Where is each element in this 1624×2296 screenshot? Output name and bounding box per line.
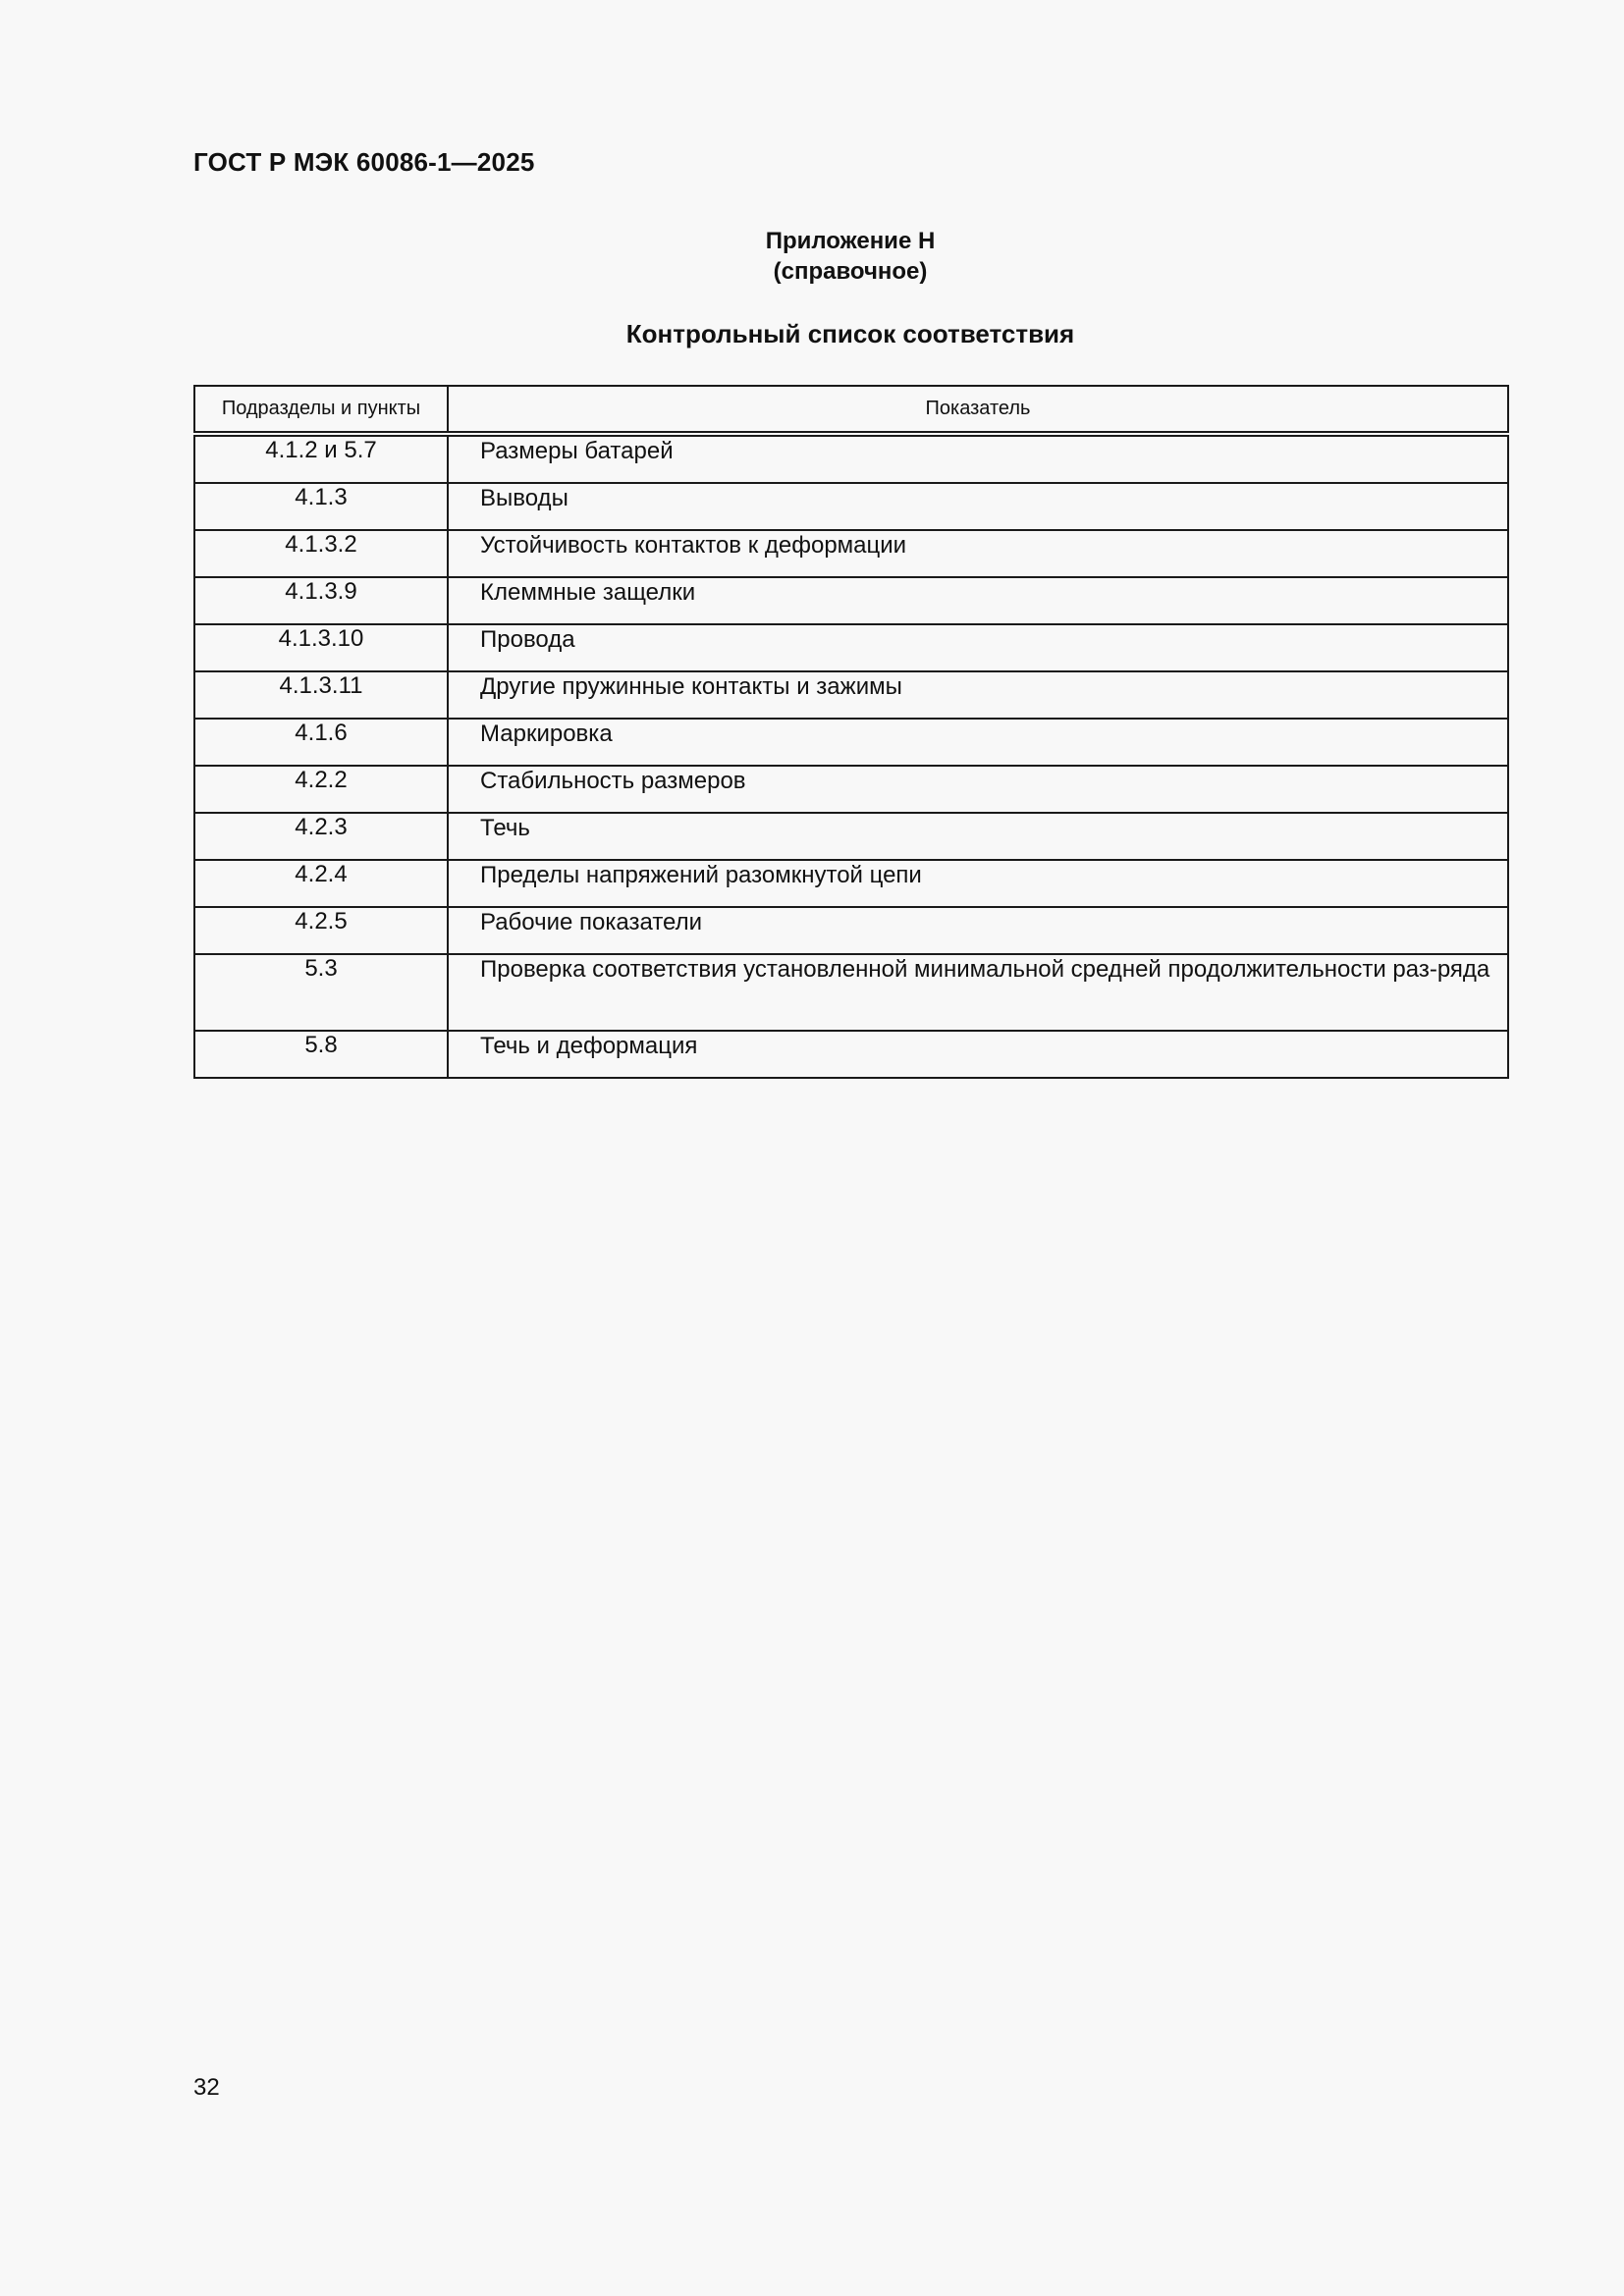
indicator-cell: Проверка соответствия установленной минимальной средней продолжительности раз-ряда: [448, 954, 1508, 1031]
section-cell: 4.2.3: [194, 813, 448, 860]
annex-heading: [0, 226, 1624, 287]
section-cell: 4.1.3.10: [194, 624, 448, 671]
section-cell: 4.2.4: [194, 860, 448, 907]
section-cell: 4.1.3.11: [194, 671, 448, 719]
section-cell: 4.1.3.9: [194, 577, 448, 624]
annex-status: (справочное): [773, 258, 928, 285]
indicator-cell: Клеммные защелки: [448, 577, 1508, 624]
column-header-section: Подразделы и пункты: [194, 386, 448, 434]
annex-title: Приложение Н: [765, 228, 936, 254]
table-row: [194, 907, 1508, 954]
indicator-cell: Провода: [448, 624, 1508, 671]
indicator-cell: Течь и деформация: [448, 1031, 1508, 1078]
column-header-indicator: Показатель: [448, 386, 1508, 434]
section-cell: 5.8: [194, 1031, 448, 1078]
table-row: [194, 766, 1508, 813]
indicator-cell: Стабильность размеров: [448, 766, 1508, 813]
indicator-cell: Другие пружинные контакты и зажимы: [448, 671, 1508, 719]
page-number: 32: [193, 2074, 220, 2101]
indicator-cell: Течь: [448, 813, 1508, 860]
indicator-cell: Устойчивость контактов к деформации: [448, 530, 1508, 577]
table-row: [194, 954, 1508, 1031]
section-cell: 4.1.3: [194, 483, 448, 530]
table-row: [194, 434, 1508, 483]
table-row: [194, 530, 1508, 577]
section-cell: 4.1.2 и 5.7: [194, 434, 448, 483]
table-row: [194, 813, 1508, 860]
section-cell: 5.3: [194, 954, 448, 1031]
indicator-cell: Рабочие показатели: [448, 907, 1508, 954]
indicator-cell: Пределы напряжений разомкнутой цепи: [448, 860, 1508, 907]
indicator-cell: Маркировка: [448, 719, 1508, 766]
table-row: [194, 860, 1508, 907]
document-code: ГОСТ Р МЭК 60086-1—2025: [193, 147, 535, 177]
table-row: [194, 719, 1508, 766]
section-cell: 4.1.6: [194, 719, 448, 766]
indicator-cell: Выводы: [448, 483, 1508, 530]
section-cell: 4.2.5: [194, 907, 448, 954]
table-row: [194, 577, 1508, 624]
section-cell: 4.2.2: [194, 766, 448, 813]
checklist-table: [193, 385, 1509, 1079]
indicator-cell: Размеры батарей: [448, 434, 1508, 483]
table-row: [194, 671, 1508, 719]
checklist-title: Контрольный список соответствия: [625, 319, 1075, 348]
table-row: [194, 1031, 1508, 1078]
table-row: [194, 483, 1508, 530]
table-header-row: [194, 386, 1508, 434]
section-cell: 4.1.3.2: [194, 530, 448, 577]
table-row: [194, 624, 1508, 671]
